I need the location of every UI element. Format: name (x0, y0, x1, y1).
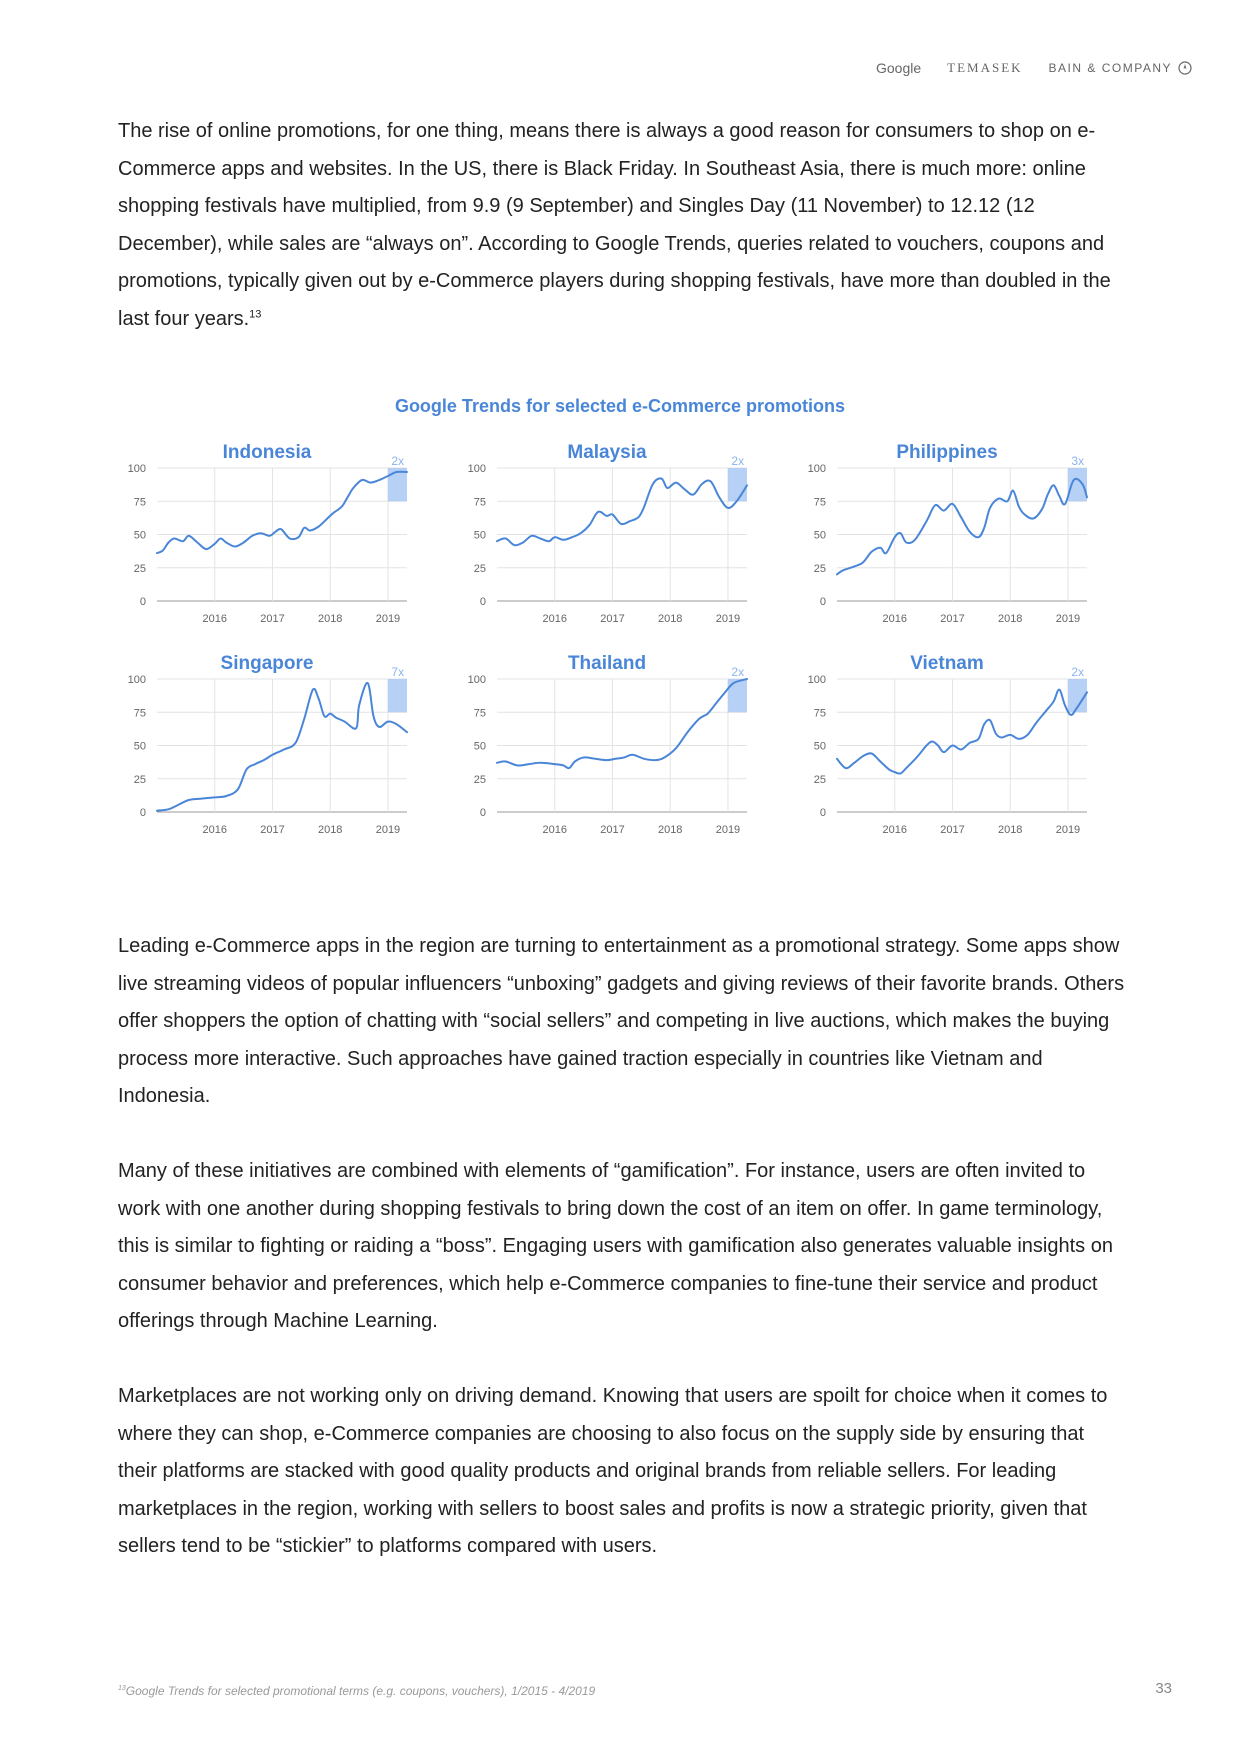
y-tick-label: 25 (813, 773, 826, 786)
paragraph-gamification: Many of these initiatives are combined with elements of “gamification”. For instance, users are often invited to work with one another during shopping festivals to bring down the cost of an item on offer. In game terminology, this is similar to fighting or raiding a “boss”. Engaging users with gamification also generates valuable insights on consumer behavior and preferences, which help e-Commerce companies to fine-tune their service and product offerings through Machine Learning. (118, 1160, 1113, 1332)
highlight-rect (728, 468, 747, 501)
temasek-logo: TEMASEK (947, 60, 1023, 75)
y-tick-label: 50 (813, 529, 826, 542)
chart-panel-singapore (128, 653, 407, 836)
x-tick-label: 2018 (317, 824, 343, 836)
x-tick-label: 2019 (375, 613, 401, 625)
x-tick-label: 2019 (1055, 613, 1081, 625)
y-tick-label: 25 (133, 562, 146, 575)
footnote (118, 1684, 595, 1698)
y-tick-label: 25 (473, 562, 486, 575)
y-tick-label: 50 (133, 740, 146, 753)
y-tick-label: 75 (133, 707, 146, 720)
x-tick-label: 2019 (715, 613, 741, 625)
footnote-ref: 13 (249, 307, 262, 320)
y-tick-label: 100 (807, 674, 826, 686)
x-tick-label: 2017 (260, 824, 285, 836)
y-tick-label: 100 (127, 463, 146, 475)
series-line-malaysia (497, 478, 747, 545)
x-tick-label: 2017 (600, 824, 625, 836)
x-tick-label: 2019 (375, 824, 401, 836)
y-tick-label: 0 (819, 596, 826, 608)
panel-multiplier: 2x (1071, 665, 1085, 679)
chart-panel-malaysia (468, 442, 747, 625)
x-tick-label: 2017 (940, 824, 965, 836)
chart-title: Google Trends for selected e-Commerce promotions (394, 396, 846, 416)
charts-grid (0, 440, 1240, 880)
x-tick-label: 2016 (882, 824, 907, 836)
highlight-rect (388, 679, 407, 712)
panel-multiplier: 2x (731, 454, 745, 468)
panel-title: Philippines (896, 442, 998, 463)
highlight-rect (388, 468, 407, 501)
x-tick-label: 2018 (997, 613, 1023, 625)
y-tick-label: 0 (139, 596, 146, 608)
x-tick-label: 2016 (202, 613, 227, 625)
panel-title: Vietnam (910, 653, 984, 674)
bain-logo-text: BAIN & COMPANY (1048, 61, 1172, 75)
x-tick-label: 2018 (657, 824, 683, 836)
series-line-singapore (157, 683, 407, 811)
paragraph-marketplaces: Marketplaces are not working only on driving demand. Knowing that users are spoilt for choice when it comes to where they can shop, e-Commerce companies are choosing to also focus on the supply side by ensuring that their platforms are stacked with good quality products and original brands from reliable sellers. For leading marketplaces in the region, working with sellers to boost sales and profits is now a strategic priority, given that sellers tend to be “stickier” to platforms compared with users. (118, 1385, 1108, 1557)
y-tick-label: 75 (813, 707, 826, 720)
y-tick-label: 0 (819, 807, 826, 819)
x-tick-label: 2016 (202, 824, 227, 836)
panel-multiplier: 2x (391, 454, 405, 468)
x-tick-label: 2018 (317, 613, 343, 625)
chart-panel-indonesia (128, 442, 407, 625)
panel-multiplier: 3x (1071, 454, 1085, 468)
chart-panel-thailand (468, 653, 747, 836)
y-tick-label: 25 (133, 773, 146, 786)
intro-paragraph-text: The rise of online promotions, for one thing, means there is always a good reason for consumers to shop on e-Commerce apps and websites. In the US, there is Black Friday. In Southeast Asia, there is much more: online shopping festivals have multiplied, from 9.9 (9 September) and Singles Day (11 November) to 12.12 (12 December), while sales are “always on”. According to Google Trends, queries related to vouchers, coupons and promotions, typically given out by e-Commerce players during shopping festivals, have more than doubled in the last four years. (118, 120, 1111, 330)
footnote-number: 13 (118, 1685, 126, 1692)
x-tick-label: 2019 (715, 824, 741, 836)
y-tick-label: 0 (139, 807, 146, 819)
footnote-text: Google Trends for selected promotional terms (e.g. coupons, vouchers), 1/2015 - 4/2019 (125, 1684, 596, 1698)
panel-title: Singapore (220, 653, 314, 674)
x-tick-label: 2017 (940, 613, 965, 625)
chart-panel-philippines (808, 442, 1087, 625)
y-tick-label: 50 (473, 740, 486, 753)
x-tick-label: 2017 (600, 613, 625, 625)
y-tick-label: 0 (479, 807, 486, 819)
y-tick-label: 100 (127, 674, 146, 686)
chart-panel-vietnam (808, 653, 1087, 836)
y-tick-label: 50 (813, 740, 826, 753)
y-tick-label: 75 (133, 496, 146, 509)
google-logo: Google (875, 60, 922, 76)
panel-title: Malaysia (567, 442, 647, 463)
x-tick-label: 2018 (997, 824, 1023, 836)
y-tick-label: 75 (473, 496, 486, 509)
panel-multiplier: 2x (731, 665, 745, 679)
y-tick-label: 50 (473, 529, 486, 542)
series-line-philippines (837, 479, 1087, 575)
paragraph-entertainment: Leading e-Commerce apps in the region are turning to entertainment as a promotional strategy. Some apps show live streaming videos of popular influencers “unboxing” gadgets and giving reviews of their favorite brands. Others offer shoppers the option of chatting with “social sellers” and competing in live auctions, which makes the buying process more interactive. Such approaches have gained traction especially in countries like Vietnam and Indonesia. (118, 935, 1125, 1107)
y-tick-label: 50 (133, 529, 146, 542)
intro-paragraph (118, 113, 1128, 338)
series-line-thailand (497, 679, 747, 768)
highlight-rect (728, 679, 747, 712)
y-tick-label: 100 (467, 463, 486, 475)
y-tick-label: 0 (479, 596, 486, 608)
y-tick-label: 100 (467, 674, 486, 686)
header-logos (876, 60, 1192, 76)
panel-title: Indonesia (222, 442, 312, 463)
bain-compass-icon (1178, 61, 1192, 75)
y-tick-label: 100 (807, 463, 826, 475)
y-tick-label: 75 (473, 707, 486, 720)
y-tick-label: 25 (813, 562, 826, 575)
panel-title: Thailand (567, 653, 647, 674)
x-tick-label: 2016 (542, 613, 567, 625)
x-tick-label: 2019 (1055, 824, 1081, 836)
x-tick-label: 2018 (657, 613, 683, 625)
bain-logo (1049, 61, 1192, 75)
series-line-indonesia (157, 472, 407, 553)
x-tick-label: 2016 (542, 824, 567, 836)
y-tick-label: 25 (473, 773, 486, 786)
x-tick-label: 2016 (882, 613, 907, 625)
series-line-vietnam (837, 690, 1087, 774)
panel-multiplier: 7x (391, 665, 405, 679)
page-number: 33 (1155, 1680, 1172, 1697)
y-tick-label: 75 (813, 496, 826, 509)
x-tick-label: 2017 (260, 613, 285, 625)
